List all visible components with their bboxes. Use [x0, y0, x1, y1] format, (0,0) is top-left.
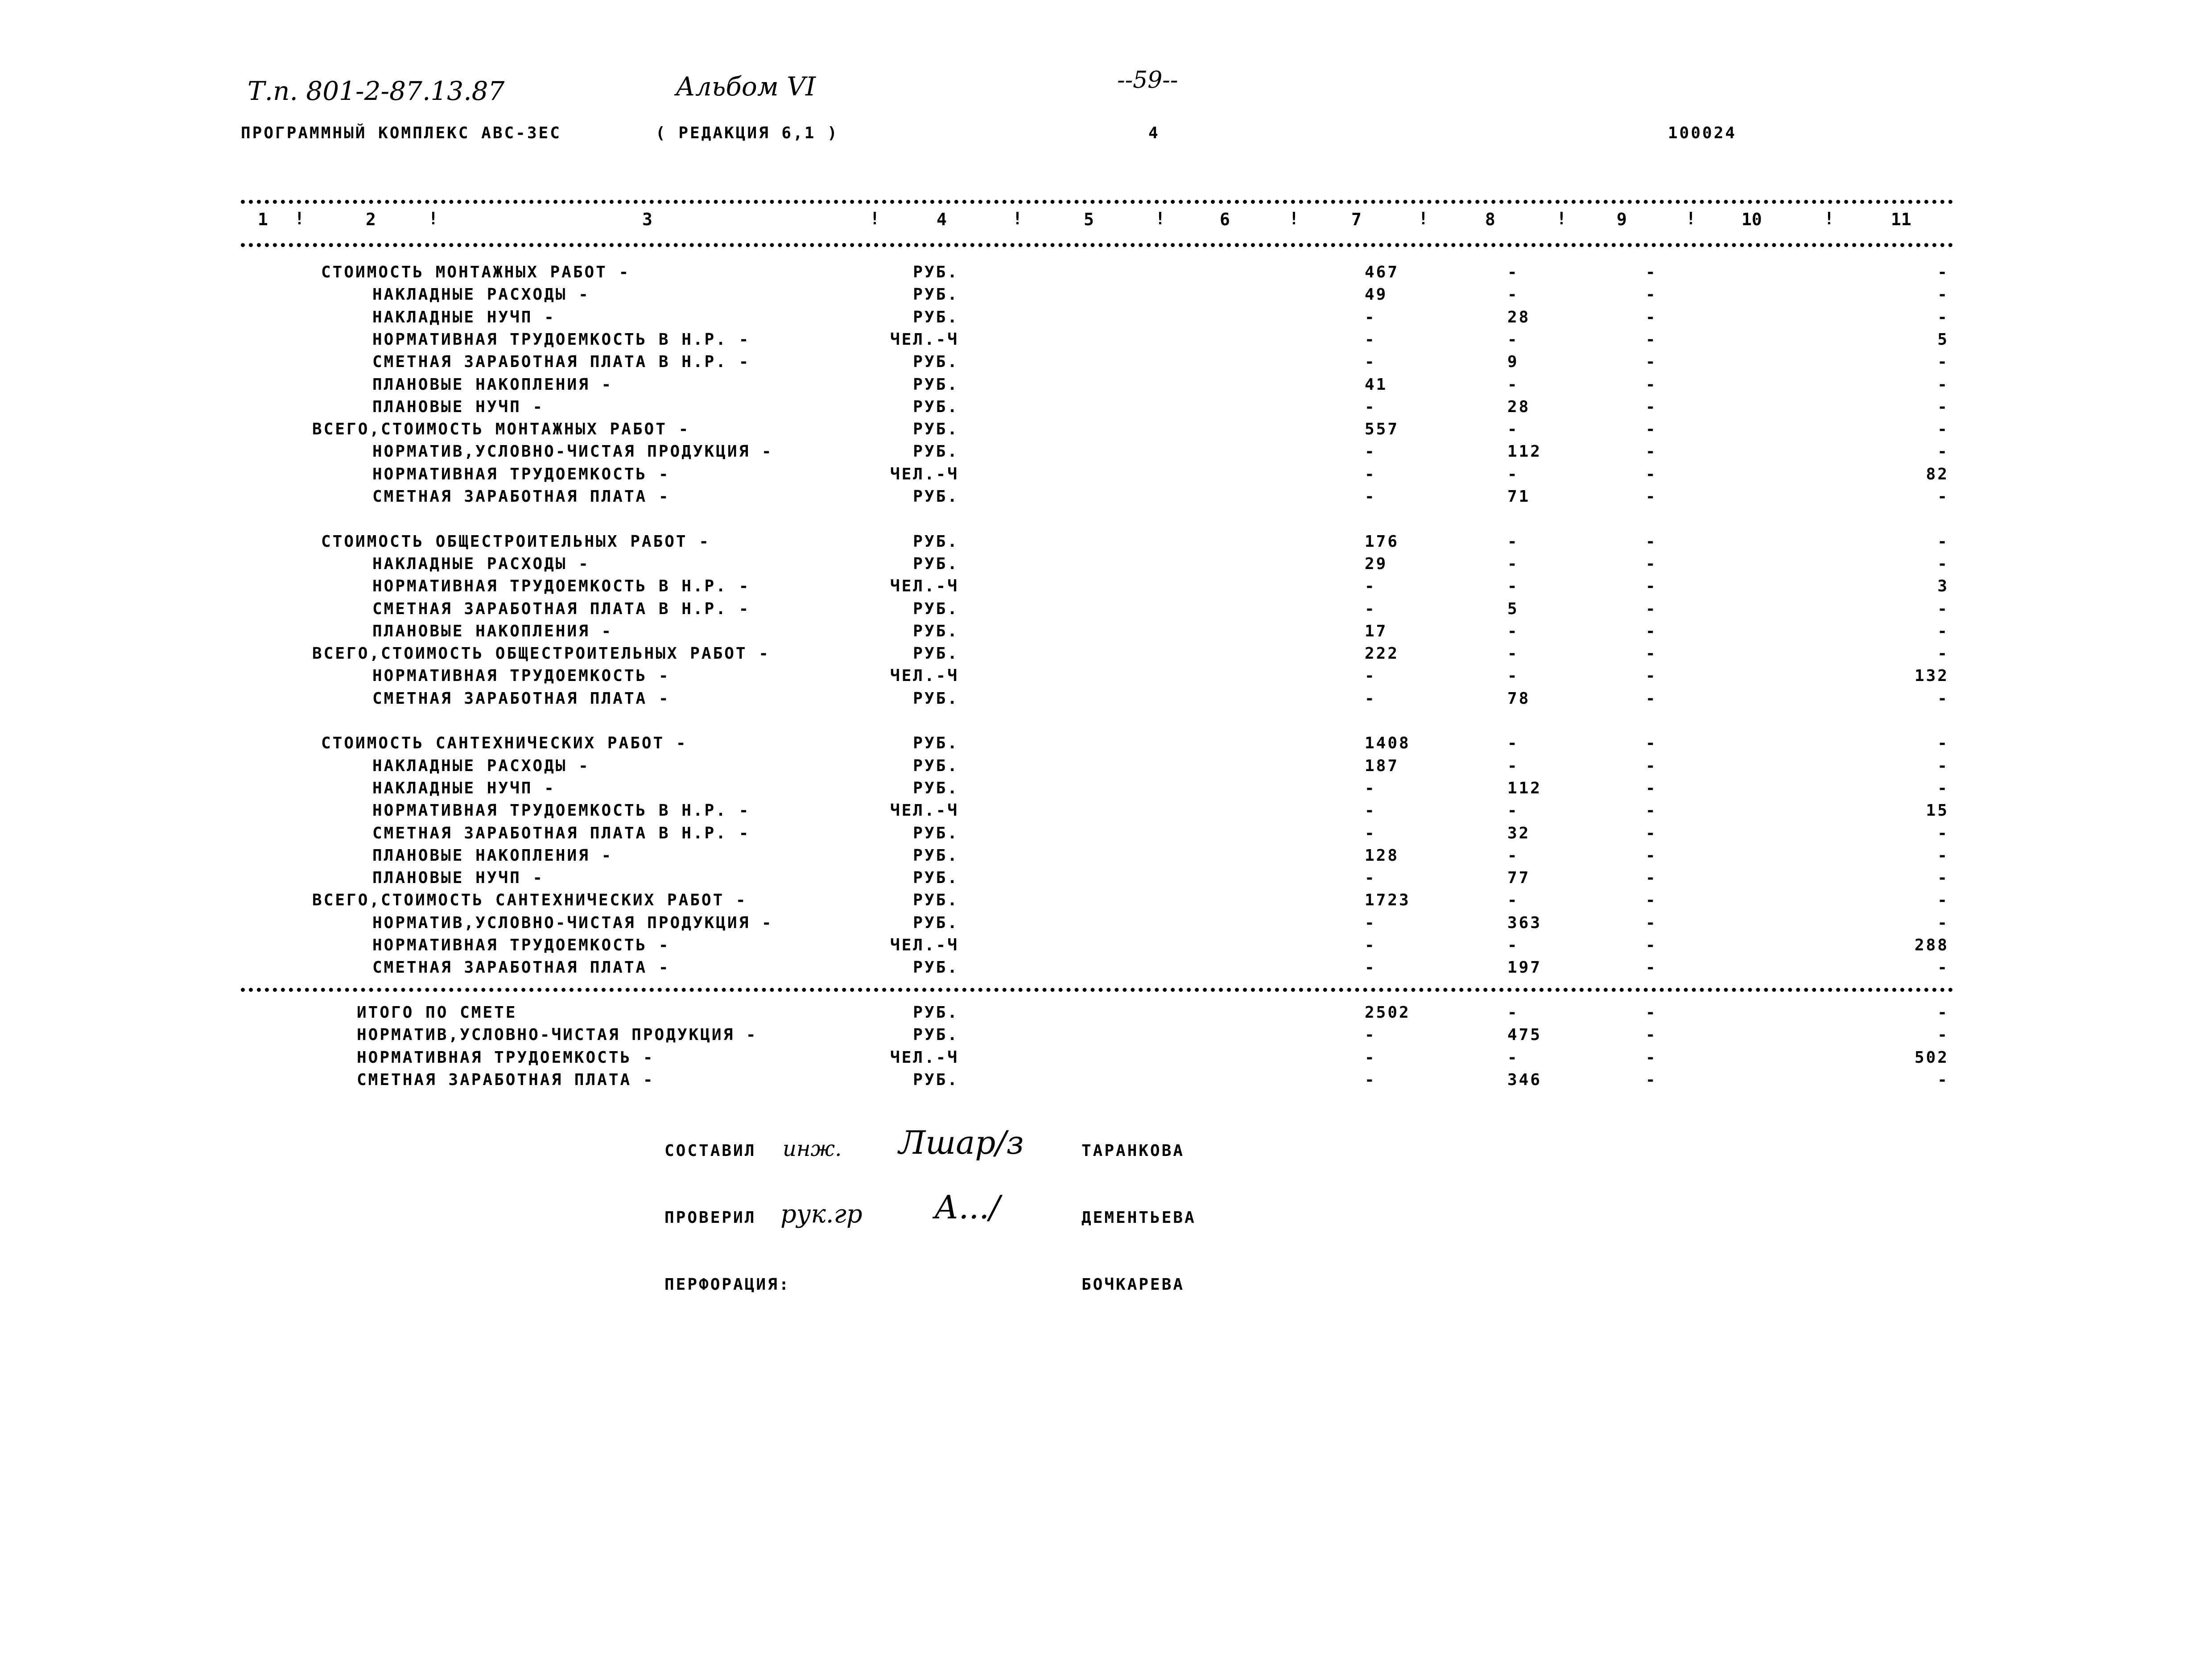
row-name: СМЕТНАЯ ЗАРАБОТНАЯ ПЛАТА В Н.Р. - — [372, 353, 751, 371]
column-header-5: 5 — [1084, 210, 1094, 229]
col-11-value: - — [1937, 353, 1949, 371]
col-8-value: - — [1507, 1003, 1519, 1022]
signature-name-2: ДЕМЕНТЬЕВА — [1081, 1209, 1196, 1227]
col-7-value: - — [1365, 397, 1376, 416]
table-row — [0, 1048, 2212, 1071]
row-name: НОРМАТИВНАЯ ТРУДОЕМКОСТЬ - — [357, 1048, 655, 1067]
col-7-value: 222 — [1365, 644, 1399, 663]
row-name: ВСЕГО,СТОИМОСТЬ ОБЩЕСТРОИТЕЛЬНЫХ РАБОТ - — [312, 644, 770, 663]
col-11-value: - — [1937, 1026, 1949, 1044]
row-unit: РУБ. — [913, 263, 959, 281]
row-unit: РУБ. — [913, 397, 959, 416]
row-name: СМЕТНАЯ ЗАРАБОТНАЯ ПЛАТА - — [372, 689, 670, 708]
col-11-value: - — [1937, 308, 1949, 326]
row-unit: РУБ. — [913, 599, 959, 618]
col-8-value: 5 — [1507, 599, 1519, 618]
column-separator: ! — [1824, 209, 1834, 228]
col-11-value: 5 — [1937, 330, 1949, 349]
col-7-value: - — [1365, 1048, 1376, 1067]
col-11-value: 82 — [1926, 465, 1949, 483]
row-name: НОРМАТИВНАЯ ТРУДОЕМКОСТЬ В Н.Р. - — [372, 577, 751, 596]
col-9-value: - — [1646, 487, 1657, 506]
col-7-value: 557 — [1365, 420, 1399, 439]
col-11-value: - — [1937, 532, 1949, 551]
row-name: НАКЛАДНЫЕ НУЧП - — [372, 308, 556, 326]
signature-handwritten-2: А.../ — [934, 1189, 1000, 1226]
col-7-value: 128 — [1365, 846, 1399, 865]
table-row — [0, 1071, 2212, 1093]
signature-role-2: ПРОВЕРИЛ — [664, 1209, 756, 1227]
col-7-value: - — [1365, 599, 1376, 618]
column-separator: ! — [1418, 209, 1428, 228]
col-9-value: - — [1646, 285, 1657, 304]
table-row — [0, 936, 2212, 958]
col-8-value: 28 — [1507, 397, 1531, 416]
column-header-2: 2 — [366, 210, 376, 229]
row-unit: РУБ. — [913, 958, 959, 977]
row-unit: ЧЕЛ.-Ч — [890, 667, 959, 685]
row-unit: РУБ. — [913, 308, 959, 326]
row-name: ПЛАНОВЫЕ НАКОПЛЕНИЯ - — [372, 375, 613, 394]
row-unit: РУБ. — [913, 532, 959, 551]
row-unit: РУБ. — [913, 846, 959, 865]
row-name: НОРМАТИВНАЯ ТРУДОЕМКОСТЬ - — [372, 465, 670, 483]
table-header-rule — [241, 243, 1953, 247]
col-8-value: - — [1507, 644, 1519, 663]
column-header-6: 6 — [1220, 210, 1230, 229]
col-8-value: 363 — [1507, 913, 1542, 932]
row-name: НОРМАТИВ,УСЛОВНО-ЧИСТАЯ ПРОДУКЦИЯ - — [372, 442, 773, 461]
col-11-value: - — [1937, 1003, 1949, 1022]
table-row — [0, 376, 2212, 398]
col-8-value: - — [1507, 891, 1519, 910]
column-header-1: 1 — [258, 210, 268, 229]
col-9-value: - — [1646, 442, 1657, 461]
table-row — [0, 465, 2212, 487]
col-11-value: - — [1937, 442, 1949, 461]
col-11-value: - — [1937, 846, 1949, 865]
col-9-value: - — [1646, 532, 1657, 551]
totals-separator-rule — [241, 988, 1953, 992]
col-8-value: - — [1507, 465, 1519, 483]
col-11-value: - — [1937, 1070, 1949, 1089]
col-7-value: 17 — [1365, 622, 1388, 640]
col-11-value: - — [1937, 622, 1949, 640]
col-9-value: - — [1646, 622, 1657, 640]
row-unit: РУБ. — [913, 353, 959, 371]
table-row — [0, 757, 2212, 779]
col-8-value: - — [1507, 330, 1519, 349]
col-9-value: - — [1646, 1003, 1657, 1022]
row-name: НАКЛАДНЫЕ РАСХОДЫ - — [372, 756, 590, 775]
col-9-value: - — [1646, 689, 1657, 708]
col-7-value: - — [1365, 1070, 1376, 1089]
table-row — [0, 779, 2212, 801]
table-row — [0, 420, 2212, 442]
column-separator: ! — [1686, 209, 1696, 228]
col-9-value: - — [1646, 644, 1657, 663]
column-separator: ! — [1155, 209, 1165, 228]
signature-title-1: инж. — [783, 1136, 842, 1161]
col-11-value: - — [1937, 756, 1949, 775]
table-row — [0, 801, 2212, 824]
col-9-value: - — [1646, 330, 1657, 349]
row-name: НАКЛАДНЫЕ РАСХОДЫ - — [372, 285, 590, 304]
row-unit: ЧЕЛ.-Ч — [890, 577, 959, 596]
table-row — [0, 353, 2212, 375]
row-name: СМЕТНАЯ ЗАРАБОТНАЯ ПЛАТА - — [372, 958, 670, 977]
col-9-value: - — [1646, 308, 1657, 326]
col-11-value: - — [1937, 958, 1949, 977]
col-9-value: - — [1646, 891, 1657, 910]
col-9-value: - — [1646, 465, 1657, 483]
table-row — [0, 600, 2212, 622]
row-unit: РУБ. — [913, 622, 959, 640]
column-separator: ! — [1012, 209, 1023, 228]
col-7-value: 187 — [1365, 756, 1399, 775]
col-11-value: - — [1937, 375, 1949, 394]
col-11-value: - — [1937, 689, 1949, 708]
edition-label: ( РЕДАКЦИЯ 6,1 ) — [656, 124, 839, 142]
row-name: ВСЕГО,СТОИМОСТЬ САНТЕХНИЧЕСКИХ РАБОТ - — [312, 891, 747, 910]
table-row — [0, 958, 2212, 981]
row-unit: ЧЕЛ.-Ч — [890, 1048, 959, 1067]
signature-handwritten-1: Лшар/з — [899, 1124, 1024, 1161]
col-8-value: - — [1507, 1048, 1519, 1067]
signature-role-1: СОСТАВИЛ — [664, 1142, 756, 1160]
col-11-value: - — [1937, 869, 1949, 887]
row-unit: РУБ. — [913, 1070, 959, 1089]
table-row — [0, 644, 2212, 667]
col-8-value: 112 — [1507, 779, 1542, 797]
row-name: НОРМАТИВНАЯ ТРУДОЕМКОСТЬ - — [372, 667, 670, 685]
col-7-value: - — [1365, 913, 1376, 932]
table-row — [0, 622, 2212, 644]
col-11-value: - — [1937, 554, 1949, 573]
row-unit: РУБ. — [913, 689, 959, 708]
col-7-value: - — [1365, 779, 1376, 797]
col-7-value: - — [1365, 869, 1376, 887]
row-unit: ЧЕЛ.-Ч — [890, 936, 959, 954]
col-9-value: - — [1646, 958, 1657, 977]
col-11-value: - — [1937, 779, 1949, 797]
table-row — [0, 734, 2212, 756]
col-9-value: - — [1646, 1070, 1657, 1089]
col-11-value: - — [1937, 263, 1949, 281]
table-row — [0, 330, 2212, 353]
row-unit: РУБ. — [913, 285, 959, 304]
row-name: СМЕТНАЯ ЗАРАБОТНАЯ ПЛАТА - — [357, 1070, 655, 1089]
col-8-value: - — [1507, 532, 1519, 551]
column-header-3: 3 — [642, 210, 652, 229]
table-row — [0, 1026, 2212, 1048]
column-header-11: 11 — [1891, 210, 1911, 229]
col-7-value: - — [1365, 667, 1376, 685]
col-8-value: - — [1507, 622, 1519, 640]
col-8-value: - — [1507, 846, 1519, 865]
signature-name-3: БОЧКАРЕВА — [1081, 1275, 1185, 1294]
row-name: ВСЕГО,СТОИМОСТЬ МОНТАЖНЫХ РАБОТ - — [312, 420, 690, 439]
col-7-value: - — [1365, 330, 1376, 349]
col-8-value: 32 — [1507, 824, 1531, 842]
column-separator: ! — [1289, 209, 1299, 228]
col-7-value: - — [1365, 465, 1376, 483]
col-7-value: - — [1365, 801, 1376, 820]
row-name: СТОИМОСТЬ ОБЩЕСТРОИТЕЛЬНЫХ РАБОТ - — [321, 532, 710, 551]
col-8-value: 9 — [1507, 353, 1519, 371]
col-9-value: - — [1646, 869, 1657, 887]
row-unit: РУБ. — [913, 779, 959, 797]
col-7-value: - — [1365, 487, 1376, 506]
col-9-value: - — [1646, 779, 1657, 797]
row-unit: РУБ. — [913, 913, 959, 932]
row-unit: ЧЕЛ.-Ч — [890, 330, 959, 349]
col-11-value: 288 — [1914, 936, 1949, 954]
col-8-value: - — [1507, 667, 1519, 685]
col-9-value: - — [1646, 577, 1657, 596]
col-8-value: - — [1507, 420, 1519, 439]
col-11-value: 132 — [1914, 667, 1949, 685]
col-9-value: - — [1646, 375, 1657, 394]
row-name: НОРМАТИВ,УСЛОВНО-ЧИСТАЯ ПРОДУКЦИЯ - — [357, 1026, 758, 1044]
row-name: ПЛАНОВЫЕ НУЧП - — [372, 869, 545, 887]
column-separator: ! — [428, 209, 438, 228]
table-row — [0, 869, 2212, 891]
col-8-value: 346 — [1507, 1070, 1542, 1089]
col-7-value: 1723 — [1365, 891, 1411, 910]
col-9-value: - — [1646, 667, 1657, 685]
row-unit: РУБ. — [913, 487, 959, 506]
sheet-number: 4 — [1148, 124, 1160, 142]
column-separator: ! — [1556, 209, 1567, 228]
row-unit: ЧЕЛ.-Ч — [890, 465, 959, 483]
column-header-10: 10 — [1742, 210, 1762, 229]
col-7-value: 29 — [1365, 554, 1388, 573]
col-9-value: - — [1646, 756, 1657, 775]
col-9-value: - — [1646, 599, 1657, 618]
signature-role-3: ПЕРФОРАЦИЯ: — [664, 1275, 791, 1294]
col-7-value: - — [1365, 353, 1376, 371]
table-row — [0, 487, 2212, 510]
column-header-8: 8 — [1485, 210, 1495, 229]
row-name: СМЕТНАЯ ЗАРАБОТНАЯ ПЛАТА - — [372, 487, 670, 506]
col-11-value: 502 — [1914, 1048, 1949, 1067]
row-name: ПЛАНОВЫЕ НУЧП - — [372, 397, 545, 416]
col-8-value: - — [1507, 936, 1519, 954]
row-name: НАКЛАДНЫЕ НУЧП - — [372, 779, 556, 797]
table-row — [0, 555, 2212, 577]
col-9-value: - — [1646, 263, 1657, 281]
col-9-value: - — [1646, 353, 1657, 371]
row-name: СТОИМОСТЬ МОНТАЖНЫХ РАБОТ - — [321, 263, 631, 281]
col-9-value: - — [1646, 801, 1657, 820]
col-7-value: - — [1365, 1026, 1376, 1044]
row-unit: РУБ. — [913, 1003, 959, 1022]
column-separator: ! — [294, 209, 305, 228]
col-9-value: - — [1646, 913, 1657, 932]
row-name: ИТОГО ПО СМЕТЕ — [357, 1003, 517, 1022]
col-8-value: 28 — [1507, 308, 1531, 326]
page-number: --59-- — [1117, 67, 1178, 94]
table-row — [0, 914, 2212, 936]
col-9-value: - — [1646, 1026, 1657, 1044]
row-unit: РУБ. — [913, 1026, 959, 1044]
table-row — [0, 824, 2212, 846]
col-7-value: 2502 — [1365, 1003, 1411, 1022]
table-top-rule — [241, 200, 1953, 204]
table-row — [0, 891, 2212, 913]
table-row — [0, 308, 2212, 330]
col-8-value: 112 — [1507, 442, 1542, 461]
col-9-value: - — [1646, 420, 1657, 439]
document-code: 100024 — [1668, 124, 1737, 142]
table-row — [0, 689, 2212, 712]
table-row — [0, 846, 2212, 869]
col-8-value: 71 — [1507, 487, 1531, 506]
col-8-value: - — [1507, 756, 1519, 775]
row-unit: РУБ. — [913, 891, 959, 910]
row-name: ПЛАНОВЫЕ НАКОПЛЕНИЯ - — [372, 622, 613, 640]
row-unit: РУБ. — [913, 869, 959, 887]
col-8-value: - — [1507, 577, 1519, 596]
col-9-value: - — [1646, 936, 1657, 954]
col-7-value: 1408 — [1365, 734, 1411, 753]
row-name: НОРМАТИВНАЯ ТРУДОЕМКОСТЬ В Н.Р. - — [372, 330, 751, 349]
col-8-value: - — [1507, 285, 1519, 304]
table-row — [0, 712, 2212, 734]
table-row — [0, 1003, 2212, 1026]
row-name: НОРМАТИВНАЯ ТРУДОЕМКОСТЬ В Н.Р. - — [372, 801, 751, 820]
col-11-value: - — [1937, 487, 1949, 506]
doc-code: Т.п. 801-2-87.13.87 — [248, 76, 505, 106]
col-11-value: - — [1937, 397, 1949, 416]
table-row — [0, 398, 2212, 420]
col-8-value: - — [1507, 801, 1519, 820]
col-8-value: 197 — [1507, 958, 1542, 977]
col-11-value: - — [1937, 285, 1949, 304]
col-7-value: 176 — [1365, 532, 1399, 551]
col-8-value: 475 — [1507, 1026, 1542, 1044]
row-name: НОРМАТИВНАЯ ТРУДОЕМКОСТЬ - — [372, 936, 670, 954]
row-unit: РУБ. — [913, 734, 959, 753]
col-8-value: - — [1507, 263, 1519, 281]
album-label: Альбом VI — [676, 71, 816, 102]
col-11-value: - — [1937, 891, 1949, 910]
col-9-value: - — [1646, 397, 1657, 416]
col-11-value: - — [1937, 734, 1949, 753]
table-row — [0, 442, 2212, 465]
row-unit: РУБ. — [913, 644, 959, 663]
column-header-4: 4 — [937, 210, 947, 229]
row-unit: РУБ. — [913, 442, 959, 461]
col-8-value: 77 — [1507, 869, 1531, 887]
row-name: СМЕТНАЯ ЗАРАБОТНАЯ ПЛАТА В Н.Р. - — [372, 599, 751, 618]
col-7-value: - — [1365, 689, 1376, 708]
col-9-value: - — [1646, 1048, 1657, 1067]
row-unit: РУБ. — [913, 375, 959, 394]
col-9-value: - — [1646, 846, 1657, 865]
col-7-value: 467 — [1365, 263, 1399, 281]
col-8-value: - — [1507, 375, 1519, 394]
col-7-value: 49 — [1365, 285, 1388, 304]
table-row — [0, 577, 2212, 599]
row-name: ПЛАНОВЫЕ НАКОПЛЕНИЯ - — [372, 846, 613, 865]
row-name: НОРМАТИВ,УСЛОВНО-ЧИСТАЯ ПРОДУКЦИЯ - — [372, 913, 773, 932]
col-7-value: - — [1365, 958, 1376, 977]
col-11-value: - — [1937, 599, 1949, 618]
row-unit: ЧЕЛ.-Ч — [890, 801, 959, 820]
col-7-value: - — [1365, 308, 1376, 326]
col-11-value: - — [1937, 644, 1949, 663]
col-11-value: 15 — [1926, 801, 1949, 820]
row-name: СМЕТНАЯ ЗАРАБОТНАЯ ПЛАТА В Н.Р. - — [372, 824, 751, 842]
table-row — [0, 510, 2212, 532]
column-separator: ! — [870, 209, 880, 228]
row-name: НАКЛАДНЫЕ РАСХОДЫ - — [372, 554, 590, 573]
col-8-value: - — [1507, 554, 1519, 573]
signature-name-1: ТАРАНКОВА — [1081, 1142, 1185, 1160]
row-unit: РУБ. — [913, 756, 959, 775]
col-8-value: 78 — [1507, 689, 1531, 708]
program-title: ПРОГРАММНЫЙ КОМПЛЕКС АВС-3ЕС — [241, 124, 561, 142]
col-8-value: - — [1507, 734, 1519, 753]
table-row — [0, 285, 2212, 308]
column-header-9: 9 — [1617, 210, 1627, 229]
row-unit: РУБ. — [913, 420, 959, 439]
col-9-value: - — [1646, 734, 1657, 753]
col-9-value: - — [1646, 554, 1657, 573]
col-7-value: 41 — [1365, 375, 1388, 394]
column-header-7: 7 — [1351, 210, 1362, 229]
col-11-value: - — [1937, 420, 1949, 439]
row-name: СТОИМОСТЬ САНТЕХНИЧЕСКИХ РАБОТ - — [321, 734, 688, 753]
table-row — [0, 532, 2212, 555]
col-7-value: - — [1365, 824, 1376, 842]
col-7-value: - — [1365, 442, 1376, 461]
col-7-value: - — [1365, 577, 1376, 596]
row-unit: РУБ. — [913, 554, 959, 573]
col-11-value: 3 — [1937, 577, 1949, 596]
row-unit: РУБ. — [913, 824, 959, 842]
col-7-value: - — [1365, 936, 1376, 954]
table-row — [0, 263, 2212, 285]
col-11-value: - — [1937, 913, 1949, 932]
col-9-value: - — [1646, 824, 1657, 842]
table-row — [0, 667, 2212, 689]
col-11-value: - — [1937, 824, 1949, 842]
signature-title-2: рук.гр — [780, 1200, 863, 1229]
